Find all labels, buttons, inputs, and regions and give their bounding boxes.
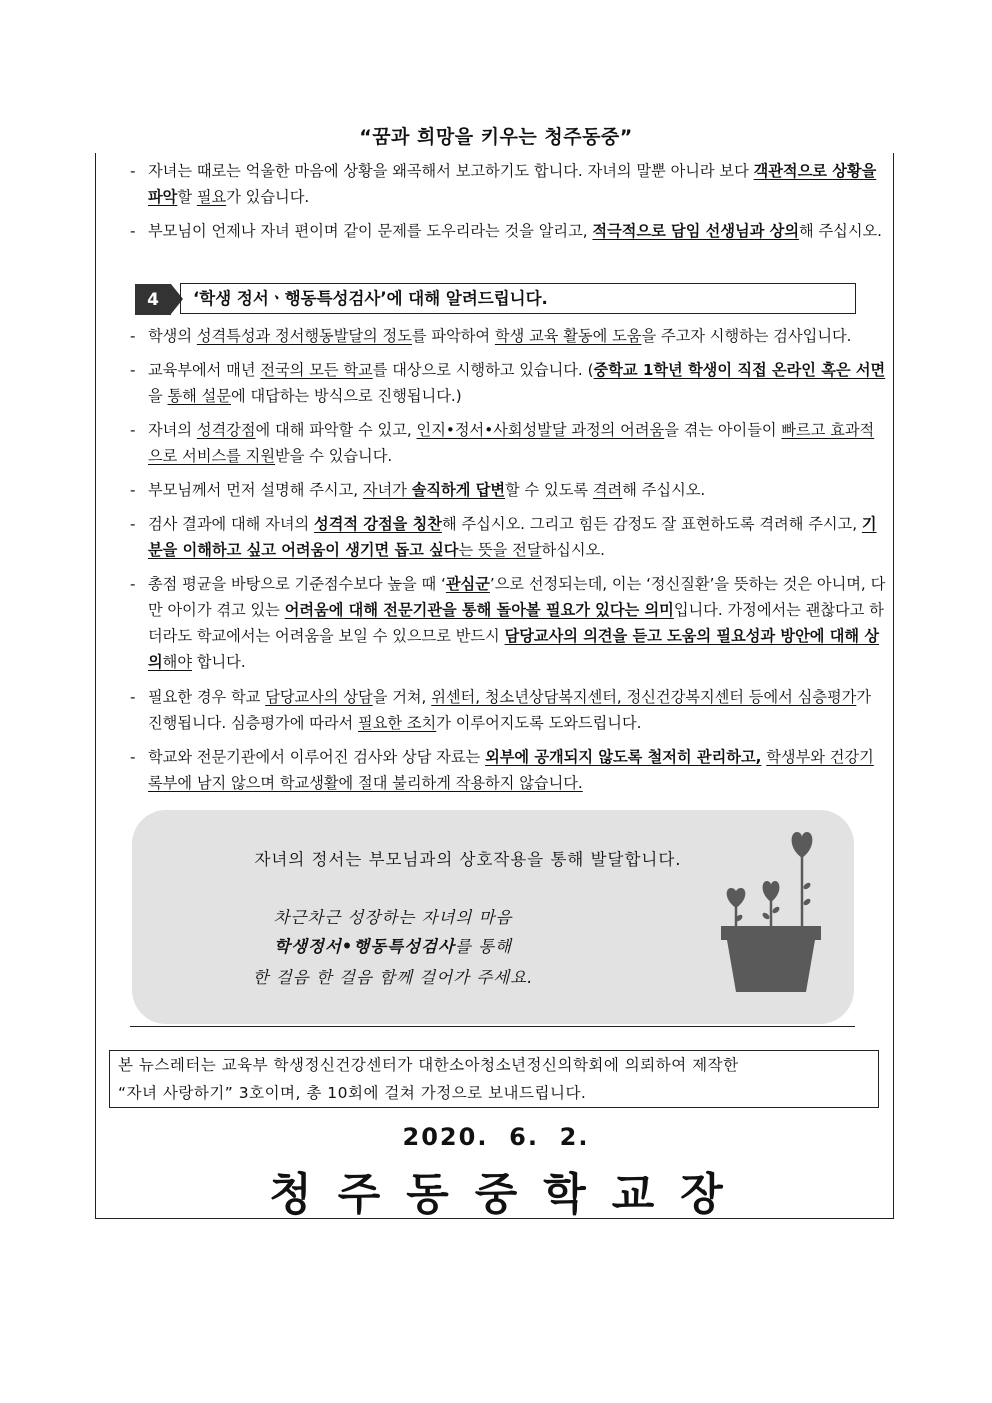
section-title: ‘학생 정서ㆍ행동특성검사’에 대해 알려드립니다.: [180, 283, 856, 314]
section-header: [135, 283, 857, 316]
heart-plant-icon: [718, 826, 823, 998]
callout-main-text: 자녀의 정서는 부모님과의 상호작용을 통해 발달합니다.: [254, 850, 682, 869]
bullet-encourage: - 부모님께서 먼저 설명해 주시고, 자녀가 솔직하게 답변할 수 있도록 격려해 주십시오.: [130, 481, 706, 499]
bullet-nationwide: - 교육부에서 매년 전국의 모든 학교를 대상으로 시행하고 있습니다. (중학교 1학년 학생이 직접 온라인 혹은 서면을 통해 설문에 대답하는 방식으로 진행됩니다.): [130, 361, 886, 405]
bullet-purpose: - 학생의 성격특성과 정서행동발달의 정도를 파악하여 학생 교육 활동에 도움을 주고자 시행하는 검사입니다.: [130, 327, 852, 345]
notice-line-2: “자녀 사랑하기” 3호이며, 총 10회에 걸쳐 가정으로 보내드립니다.: [118, 1084, 587, 1102]
bullet-deep-evaluation: - 필요한 경우 학교 담당교사의 상담을 거쳐, 위센터, 청소년상담복지센터, 정신건강복지센터 등에서 심층평가가 진행됩니다. 심층평가에 따라서 필요한 조치가 이루어지도록 도와드립니다.: [130, 688, 871, 732]
intro-bullet-1: - 자녀는 때로는 억울한 마음에 상황을 왜곡해서 보고하기도 합니다. 자녀의 말뿐 아니라 보다 객관적으로 상황을 파악할 필요가 있습니다.: [130, 162, 877, 206]
bullet-praise: - 검사 결과에 대해 자녀의 성격적 강점을 칭찬해 주십시오. 그리고 힘든 감정도 잘 표현하도록 격려해 주시고, 기분을 이해하고 싶고 어려움이 생기면 돕고 싶다는 뜻을 전달하십시오.: [130, 515, 877, 559]
section-number: 4: [135, 284, 171, 315]
issue-date: 2020. 6. 2.: [402, 1123, 590, 1151]
notice-line-1: 본 뉴스레터는 교육부 학생정신건강센터가 대한소아청소년정신의학회에 의뢰하여 제작한: [118, 1056, 739, 1074]
notice-box: [109, 1050, 879, 1108]
bullet-strengths: - 자녀의 성격강점에 대해 파악할 수 있고, 인지•정서•사회성발달 과정의 어려움을 겪는 아이들이 빠르고 효과적으로 서비스를 지원받을 수 있습니다.: [130, 421, 875, 465]
bullet-concern-group: - 총점 평균을 바탕으로 기준점수보다 높을 때 ‘관심군’으로 선정되는데, 이는 ‘정신질환’을 뜻하는 것은 아니며, 다만 아이가 겪고 있는 어려움에 대해 전문기관을 통해 돌아볼 필요가 있다는 의미입니다. 가정에서는 괜찮다고 하더라도 학교에서는 어려움을 보일 수 있으므로 반드시 담당교사의 의견을 듣고 도움의 필요성과 방안에 대해 상의해야 합니다.: [130, 575, 886, 671]
principal-signature: 청주동중학교장: [269, 1169, 749, 1220]
divider-line: [130, 1026, 855, 1027]
callout-line-3: 한 걸음 한 걸음 함께 걸어가 주세요.: [252, 968, 534, 987]
intro-bullet-2: - 부모님이 언제나 자녀 편이며 같이 문제를 도우리라는 것을 알리고, 적극적으로 담임 선생님과 상의해 주십시오.: [130, 222, 883, 240]
newsletter-title: “꿈과 희망을 키우는 청주동중”: [359, 126, 633, 148]
bullet-confidential: - 학교와 전문기관에서 이루어진 검사와 상담 자료는 외부에 공개되지 않도록 철저히 관리하고, 학생부와 건강기록부에 남지 않으며 학교생활에 절대 불리하게 작용하지 않습니다.: [130, 748, 874, 792]
callout-line-2: 학생정서•행동특성검사를 통해: [274, 937, 512, 956]
callout-line-1: 차근차근 성장하는 자녀의 마음: [273, 908, 513, 927]
